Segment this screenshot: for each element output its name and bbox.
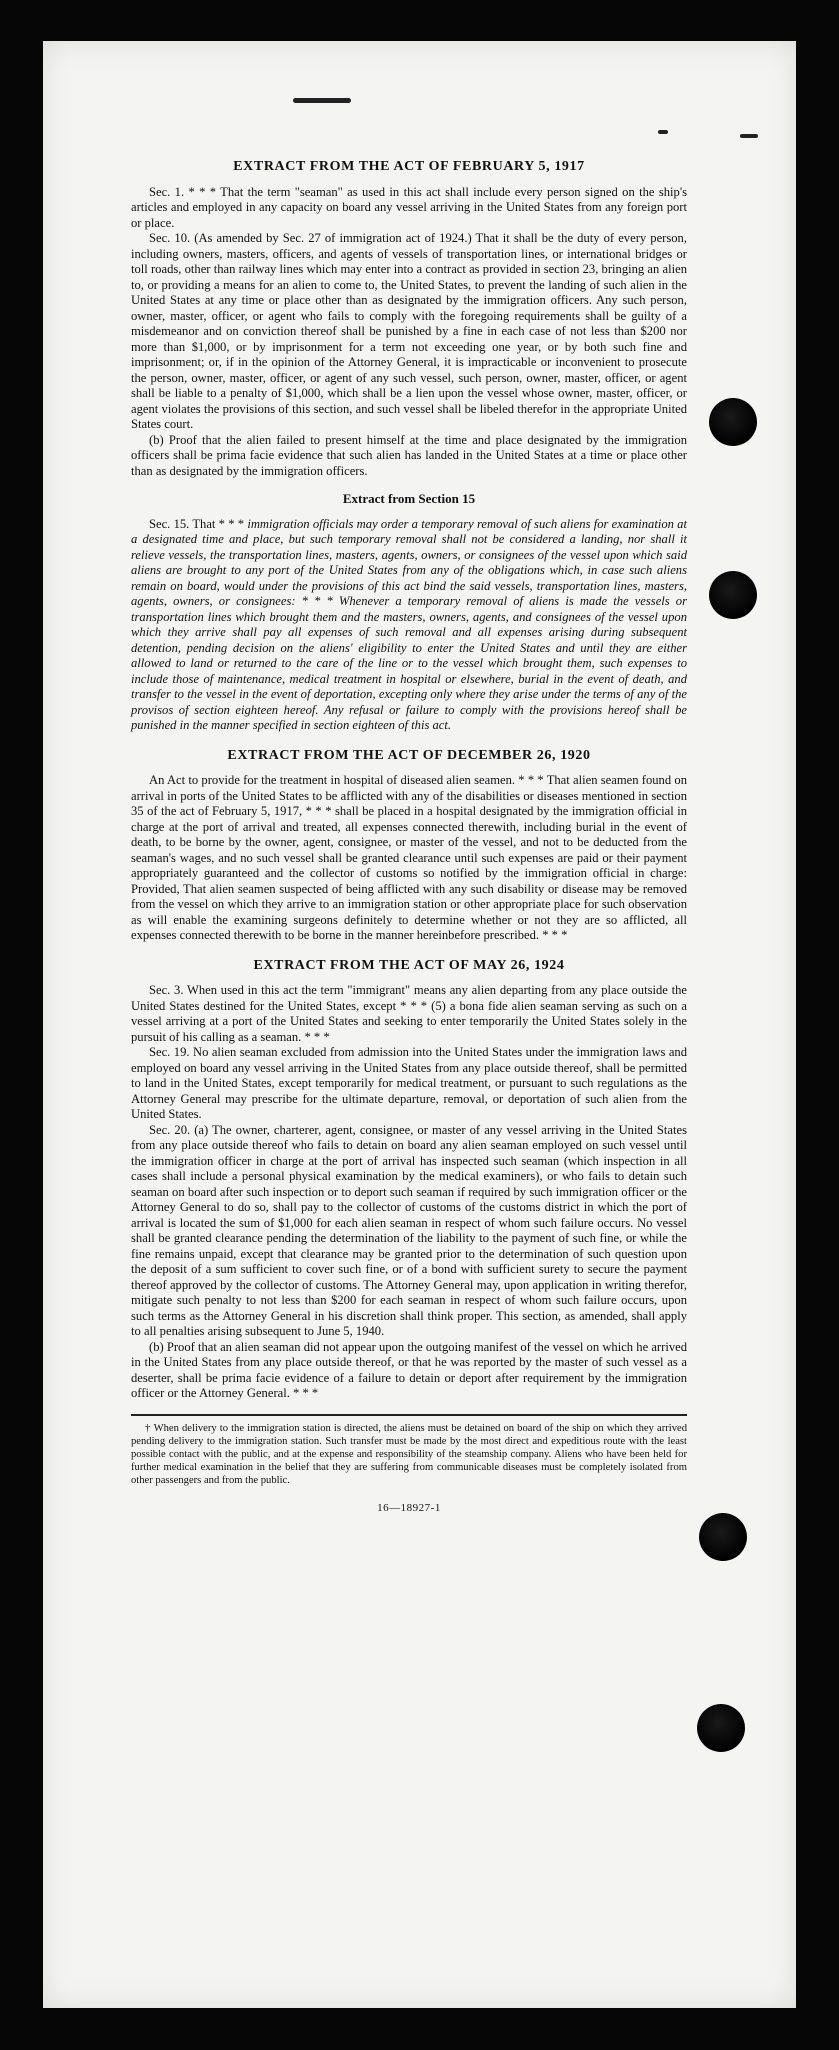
paragraph: Sec. 20. (a) The owner, charterer, agent, consignee, or master of any vessel arriving in the United States from any place outside thereof who fails to detain on board any alien seaman employed on such vessel until the immigration officer in charge at the port of arrival has inspected such seaman (which inspection in all cases shall include a personal physical examination by the medical examiners), or who fails to detain such seaman on board after such inspection or to deport such seaman if required by such immigration officer or the Attorney General to do so, shall pay to the collector of customs of the customs district in which the port of arrival is located the sum of $1,000 for each alien seaman in respect of whom such failure occurs. No vessel shall be granted clearance pending the determination of the liability to the payment of such fine, or while the fine remains unpaid, except that clearance may be granted prior to the determination of such question upon the deposit of a sum sufficient to cover such fine, or of a bond with sufficient surety to secure the payment thereof approved by the collector of customs. The Attorney General may, upon application in writing therefor, mitigate such penalty to not less than $200 for each seaman in respect of whom such failure occurs, upon such terms as the Attorney General in his discretion shall think proper. This section, as amended, shall apply to all penalties arising subsequent to June 5, 1940. bbox=[131, 1122, 687, 1338]
document-number: 16—18927-1 bbox=[377, 1501, 441, 1514]
document-page bbox=[43, 41, 796, 2008]
punch-hole bbox=[709, 571, 757, 619]
punch-hole bbox=[709, 398, 757, 446]
paragraph: (b) Proof that the alien failed to present himself at the time and place designated by the immigration officers shall be prima facie evidence that such alien has landed in the United States at a time or place other than as designated by the immigration officers. bbox=[131, 432, 687, 478]
ink-smudge bbox=[293, 98, 351, 103]
section-subtitle: Extract from Section 15 bbox=[342, 491, 476, 506]
paragraph-italic-text: immigration officials may order a temporary removal of such aliens for examination at a designated time and place, but such temporary removal shall not be considered a landing, nor shall it relieve vessels, the transportation lines, masters, agents, owners, or consignees of the vessel upon which said aliens are brought to any port of the United States from any of the obligations which, in case such aliens remain on board, would under the provisions of this act bind the said vessels, transportation lines, masters, agents, owners, or consignees: * * * Whenever a temporary removal of aliens is made the vessels or transportation lines which brought them and the masters, owners, agents, and consignees of the vessel upon which they arrive shall pay all expenses of such removal and all expenses arising during subsequent detention, pending decision on the aliens' eligibility to enter the United States and until they are either allowed to land or returned to the care of the line or to the vessel which brought them, such expenses to include those of maintenance, medical treatment in hospital or elsewhere, burial in the event of death, and transfer to the vessel in the event of deportation, excepting only where they arise under the terms of any of the provisos of section eighteen hereof. Any refusal or failure to comply with the provisions hereof shall be punished in the manner specified in section eighteen of this act. bbox=[131, 516, 687, 732]
paragraph-lead: Sec. 15. That * * * bbox=[149, 516, 248, 531]
document-body bbox=[131, 159, 687, 1516]
footnote-text: † When delivery to the immigration station is directed, the aliens must be detained on board of the ship on which they arrived pending delivery to the immigration station. Such transfer must be made by the most direct and expeditious route with the least possible contact with the public, and at the expense and responsibility of the steamship company. Aliens who have been held for further medical examination in the belief that they are suffering from communicable diseases must be completely isolated from other passengers and from the public. bbox=[131, 1422, 687, 1486]
punch-hole bbox=[699, 1513, 747, 1561]
section-title: EXTRACT FROM THE ACT OF DECEMBER 26, 1920 bbox=[227, 747, 591, 763]
paragraph bbox=[131, 517, 687, 734]
paragraph: Sec. 1. * * * That the term "seaman" as used in this act shall include every person signed on the ship's articles and employed in any capacity on board any vessel arriving in the United States from any foreign port or place. bbox=[131, 184, 687, 230]
ink-smudge bbox=[658, 130, 668, 134]
ink-smudge bbox=[740, 134, 758, 138]
punch-hole bbox=[697, 1704, 745, 1752]
paragraph: Sec. 3. When used in this act the term "immigrant" means any alien departing from any place outside the United States destined for the United States, except * * * (5) a bona fide alien seaman serving as such on a vessel arriving at a port of the United States and seeking to enter temporarily the United States solely in the pursuit of his calling as a seaman. * * * bbox=[131, 983, 687, 1044]
paragraph: Sec. 10. (As amended by Sec. 27 of immigration act of 1924.) That it shall be the duty of every person, including owners, masters, officers, and agents of vessels of transportation lines, or international bridges or toll roads, other than railway lines which may enter into a contract as provided in section 23, bringing an alien to, or providing a means for an alien to come to, the United States, to prevent the landing of such alien in the United States at any time or place other than as designated by the immigration officers. Any such person, owner, master, officer, or agent who fails to comply with the foregoing requirements shall be guilty of a misdemeanor and on conviction thereof shall be punished by a fine in each case of not less than $200 nor more than $1,000, or by imprisonment for a term not exceeding one year, or by both such fine and imprisonment; or, if in the opinion of the Attorney General, it is impracticable or inconvenient to prosecute the person, owner, master, officer, or agent of any such vessel, such person, owner, master, officer, or agent shall be liable to a penalty of $1,000, which shall be a lien upon the vessel whose owner, master, officer, or agent violates the provisions of this section, and such vessel shall be libeled therefor in the appropriate United States court. bbox=[131, 231, 687, 431]
section-title: EXTRACT FROM THE ACT OF MAY 26, 1924 bbox=[253, 957, 565, 973]
paragraph: An Act to provide for the treatment in hospital of diseased alien seamen. * * * That alien seamen found on arrival in ports of the United States to be afflicted with any of the disabilities or diseases mentioned in section 35 of the act of February 5, 1917, * * * shall be placed in a hospital designated by the immigration official in charge at the port of arrival and treated, all expenses connected therewith, including burial in the event of death, to be borne by the owner, agent, consignee, or master of the vessel, and not to be deducted from the seaman's wages, and no such vessel shall be granted clearance until such expenses are paid or their payment appropriately guaranteed and the collector of customs so notified by the immigration official in charge: Provided, That alien seamen suspected of being afflicted with any such disability or disease may be removed from the vessel on which they arrive to an immigration station or other appropriate place for such observation as will enable the examining surgeons definitely to determine whether or not they are so afflicted, all expenses connected therewith to be borne in the manner hereinbefore prescribed. * * * bbox=[131, 773, 687, 942]
footnote bbox=[131, 1422, 687, 1487]
paragraph: Sec. 19. No alien seaman excluded from admission into the United States under the immigration laws and employed on board any vessel arriving in the United States from any place outside thereof, shall be permitted to land in the United States, except temporarily for medical treatment, or pursuant to such regulations as the Attorney General may prescribe for the ultimate departure, removal, or deportation of such alien from the United States. bbox=[131, 1045, 687, 1121]
paragraph: (b) Proof that an alien seaman did not appear upon the outgoing manifest of the vessel on which he arrived in the United States from any place outside thereof, or that he was reported by the master of such vessel as a deserter, shall be prima facie evidence of a failure to detain or deport after requirement by the immigration officer or the Attorney General. * * * bbox=[131, 1339, 687, 1400]
section-title: EXTRACT FROM THE ACT OF FEBRUARY 5, 1917 bbox=[233, 159, 585, 174]
footnote-divider bbox=[131, 1414, 687, 1416]
